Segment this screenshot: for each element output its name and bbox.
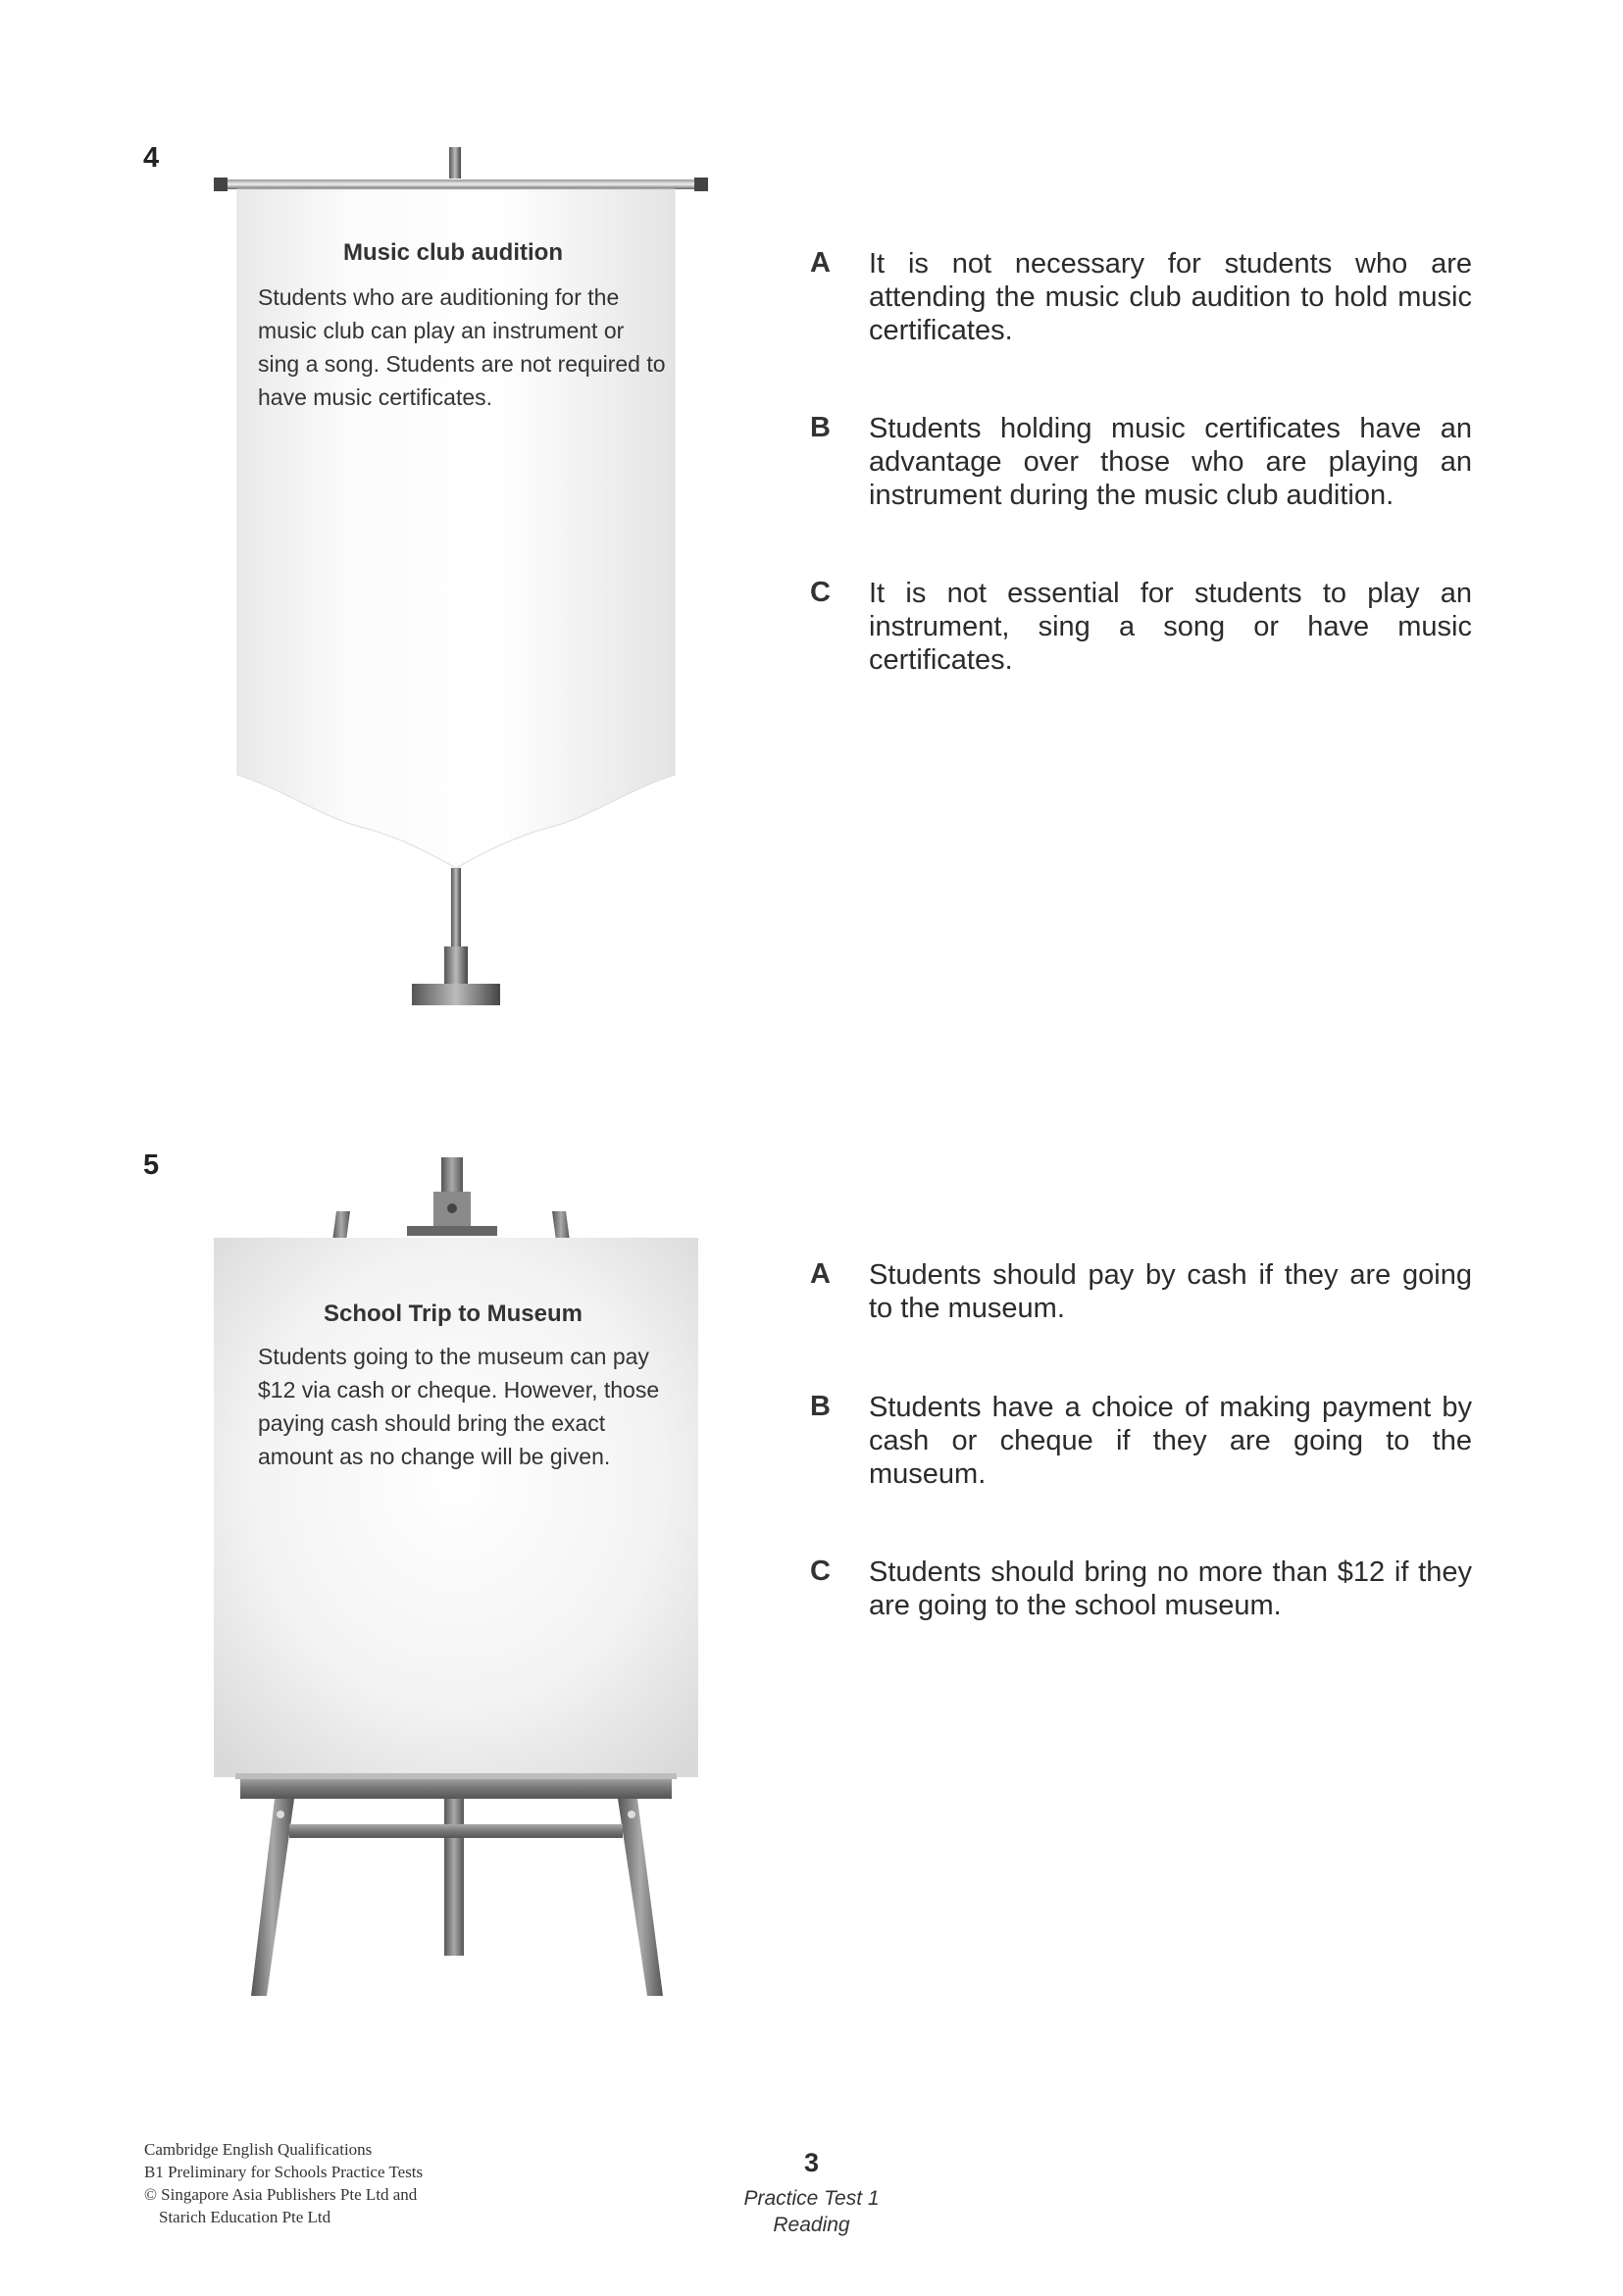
option-c xyxy=(810,1556,1472,1622)
option-text: Students holding music certificates have an advantage over those who are playing an instrument during the music club audition. xyxy=(869,413,1472,511)
option-letter: A xyxy=(810,1258,831,1290)
option-letter: C xyxy=(810,1556,831,1587)
test-name: Practice Test 1 xyxy=(743,2187,880,2210)
question-number: 5 xyxy=(143,1149,160,1181)
easel-board-text: Students going to the museum can pay $12 via cash or cheque. However, those paying cash should bring the exact amount as no change will be given. xyxy=(258,1344,660,1469)
footer-line: Starich Education Pte Ltd xyxy=(159,2208,331,2226)
banner-text: Students who are auditioning for the music club can play an instrument or sing a song. Students are not required to have music certificates. xyxy=(258,284,666,410)
option-text: It is not necessary for students who are attending the music club audition to hold music certificates. xyxy=(869,248,1472,346)
banner-stand-illustration xyxy=(206,142,716,1025)
option-text: Students have a choice of making payment by cash or cheque if they are going to the museum. xyxy=(869,1392,1472,1490)
footer-test-info xyxy=(0,2185,1623,2238)
easel-board-title: School Trip to Museum xyxy=(323,1301,583,1327)
banner-title: Music club audition xyxy=(342,239,563,266)
option-letter: B xyxy=(810,1391,831,1422)
option-letter: B xyxy=(810,412,831,443)
page-number: 3 xyxy=(803,2148,820,2177)
option-a xyxy=(810,247,1472,347)
option-letter: C xyxy=(810,577,831,608)
option-text: Students should bring no more than $12 if they are going to the school museum. xyxy=(869,1556,1472,1621)
option-b xyxy=(810,412,1472,512)
easel-illustration xyxy=(206,1152,716,2006)
section-name: Reading xyxy=(773,2214,850,2236)
footer-line: Cambridge English Qualifications xyxy=(144,2140,373,2159)
option-text: It is not essential for students to play an instrument, sing a song or have music certificates. xyxy=(869,578,1472,676)
option-c xyxy=(810,577,1472,677)
footer-line: B1 Preliminary for Schools Practice Tests xyxy=(144,2163,424,2181)
question-number: 4 xyxy=(143,142,160,174)
option-b xyxy=(810,1391,1472,1491)
option-letter: A xyxy=(810,247,831,279)
footer-line: © Singapore Asia Publishers Pte Ltd and xyxy=(144,2185,418,2204)
option-text: Students should pay by cash if they are going to the museum. xyxy=(869,1259,1472,1324)
option-a xyxy=(810,1258,1472,1325)
